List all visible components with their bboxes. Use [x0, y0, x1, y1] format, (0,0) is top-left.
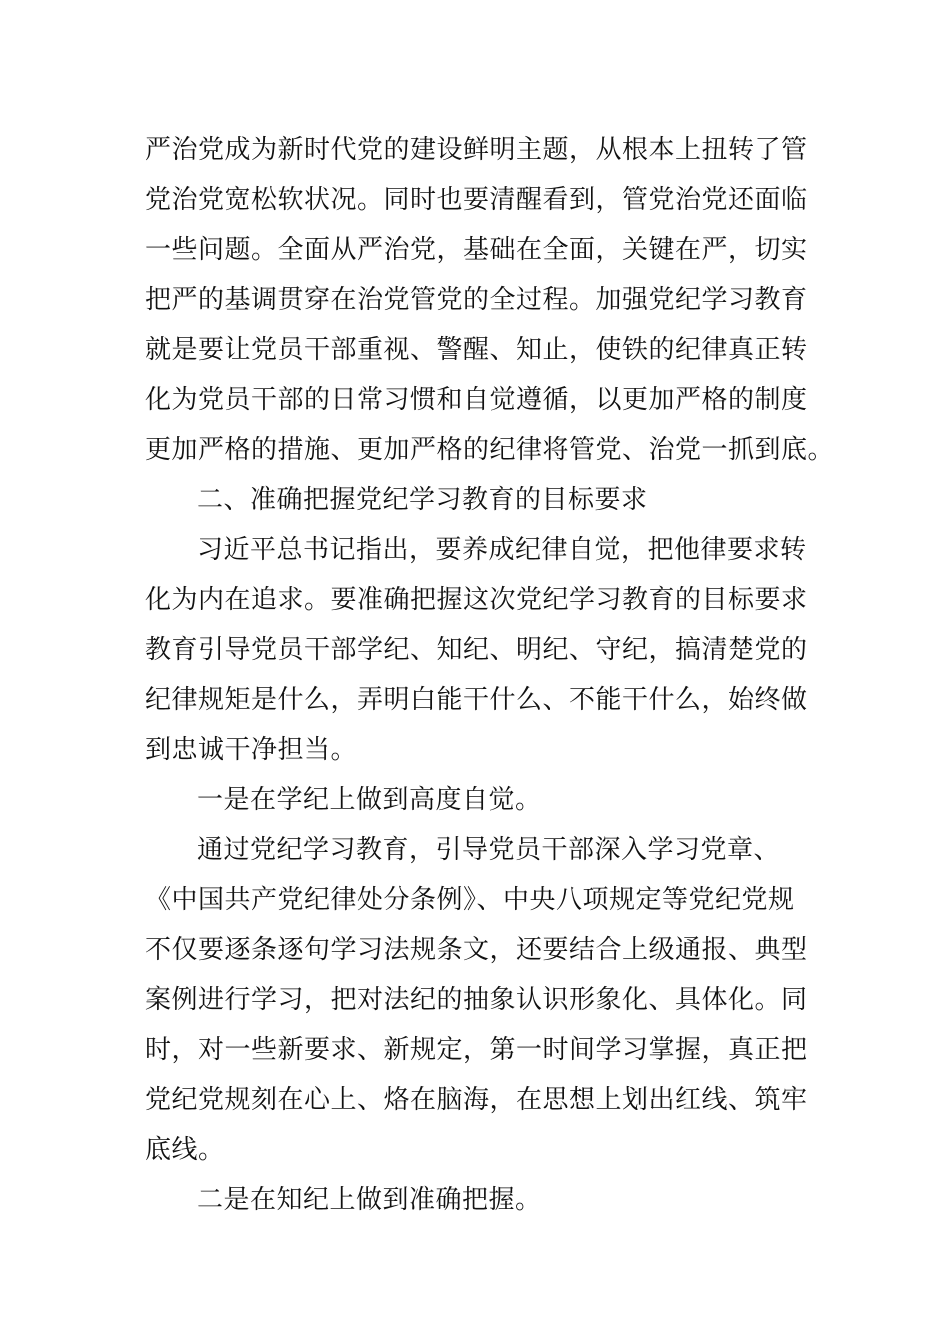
text-line: 党治党宽松软状况。同时也要清醒看到，管党治党还面临 [145, 185, 808, 215]
subsection-heading: 二是在知纪上做到准确把握。 [197, 1185, 542, 1215]
text-line: 把严的基调贯穿在治党管党的全过程。加强党纪学习教育 [145, 285, 808, 315]
text-line: 严治党成为新时代党的建设鲜明主题，从根本上扭转了管 [145, 135, 808, 165]
text-line: 党纪党规刻在心上、烙在脑海，在思想上划出红线、筑牢 [145, 1085, 808, 1115]
text-line: 到忠诚干净担当。 [145, 735, 358, 765]
text-line: 案例进行学习，把对法纪的抽象认识形象化、具体化。同 [145, 985, 808, 1015]
section-heading: 二、准确把握党纪学习教育的目标要求 [197, 485, 648, 515]
text-line: 化为内在追求。要准确把握这次党纪学习教育的目标要求 [145, 585, 808, 615]
text-line: 不仅要逐条逐句学习法规条文，还要结合上级通报、典型 [145, 935, 808, 965]
paragraph-start: 通过党纪学习教育，引导党员干部深入学习党章、 [197, 835, 781, 865]
text-line: 纪律规矩是什么，弄明白能干什么、不能干什么，始终做 [145, 685, 808, 715]
text-line: 底线。 [145, 1135, 225, 1165]
body-text [145, 125, 835, 1225]
text-line: 就是要让党员干部重视、警醒、知止，使铁的纪律真正转 [145, 335, 808, 365]
text-line: 《中国共产党纪律处分条例》、中央八项规定等党纪党规 [145, 885, 795, 915]
text-line: 教育引导党员干部学纪、知纪、明纪、守纪，搞清楚党的 [145, 635, 808, 665]
subsection-heading: 一是在学纪上做到高度自觉。 [197, 785, 542, 815]
text-line: 更加严格的措施、更加严格的纪律将管党、治党一抓到底。 [145, 435, 835, 465]
text-line: 时，对一些新要求、新规定，第一时间学习掌握，真正把 [145, 1035, 808, 1065]
text-line: 一些问题。全面从严治党，基础在全面，关键在严，切实 [145, 235, 808, 265]
text-line: 化为党员干部的日常习惯和自觉遵循，以更加严格的制度 [145, 385, 808, 415]
paragraph-start: 习近平总书记指出，要养成纪律自觉，把他律要求转 [197, 535, 807, 565]
